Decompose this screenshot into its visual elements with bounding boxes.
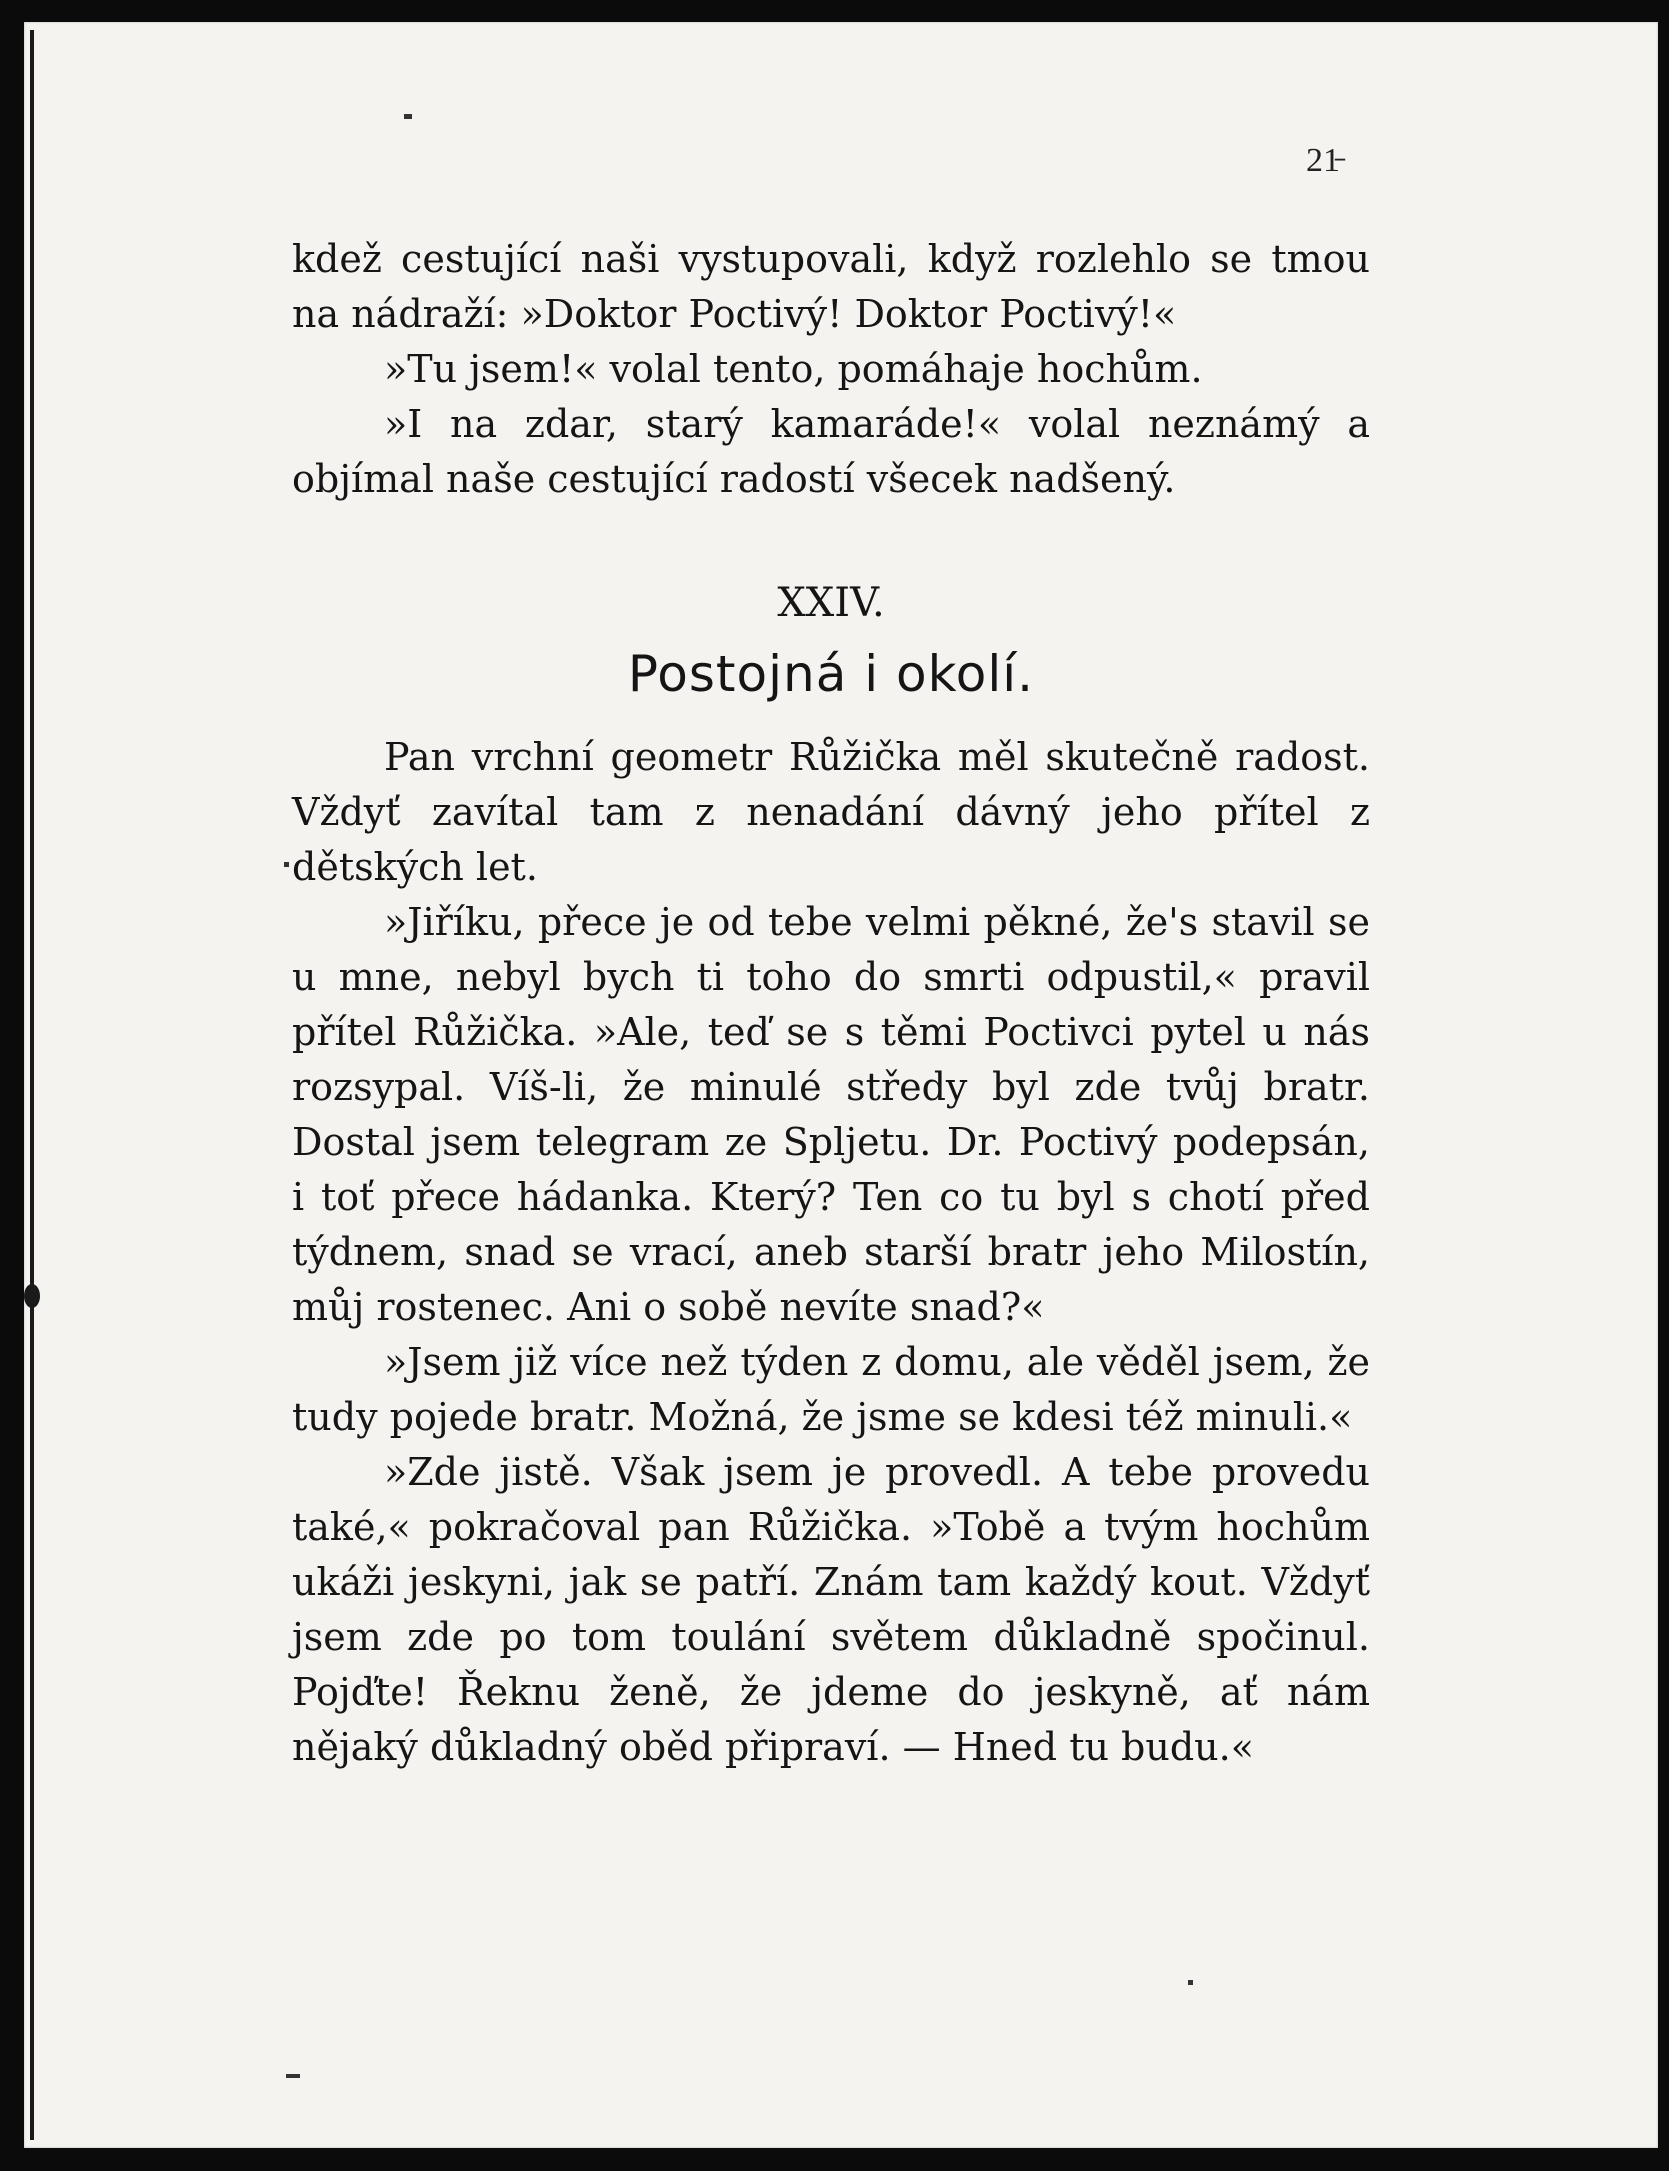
- chapter-number: XXIV.: [777, 580, 885, 626]
- paragraph: »Jsem již více než týden z domu, ale věděl jsem, že tudy pojede bratr. Možná, že jsme se kdesi též minuli.«: [292, 1340, 1370, 1439]
- paragraph: Pan vrchní geometr Růžička měl skutečně radost. Vždyť zavítal tam z nenadání dávný jeho přítel z dětských let.: [292, 735, 1370, 889]
- binding-rule: [30, 30, 34, 2140]
- dust-speck: [286, 2074, 300, 2078]
- paragraph: »Tu jsem!« volal tento, pomáhaje hochům.: [384, 347, 1203, 391]
- dust-speck: [404, 114, 412, 119]
- chapter-body: [292, 730, 1370, 1775]
- dust-speck: [1188, 1980, 1193, 1985]
- paragraph: »I na zdar, starý kamaráde!« volal neznámý a objímal naše cestující radostí všecek nadšený.: [292, 402, 1370, 501]
- paragraph: kdež cestující naši vystupovali, když rozlehlo se tmou na nádraží: »Doktor Poctivý! Doktor Poctivý!«: [292, 237, 1370, 336]
- dust-speck: [284, 862, 289, 867]
- chapter-title: Postojná i okolí.: [627, 645, 1035, 703]
- binding-mark: [24, 1284, 40, 1308]
- opening-text: [292, 232, 1370, 507]
- paragraph: »Zde jistě. Však jsem je provedl. A tebe provedu také,« pokračoval pan Růžička. »Tobě a tvým hochům ukáži jeskyni, jak se patří. Znám tam každý kout. Vždyť jsem zde po tom toulání světem důkladně spočinul. Pojďte! Řeknu ženě, že jdeme do jeskyně, ať nám nějaký důkladný oběd připraví. — Hned tu budu.«: [292, 1450, 1370, 1769]
- paragraph: »Jiříku, přece je od tebe velmi pěkné, že's stavil se u mne, nebyl bych ti toho do smrti odpustil,« pravil přítel Růžička. »Ale, teď se s těmi Poctivci pytel u nás rozsypal. Víš-li, že minulé středy byl zde tvůj bratr. Dostal jsem telegram ze Spljetu. Dr. Poctivý podepsán, i toť přece hádanka. Který? Ten co tu byl s chotí před týdnem, snad se vrací, aneb starší bratr jeho Milostín, můj rostenec. Ani o sobě nevíte snad?«: [292, 900, 1370, 1329]
- page-number: 21̵: [1306, 142, 1340, 179]
